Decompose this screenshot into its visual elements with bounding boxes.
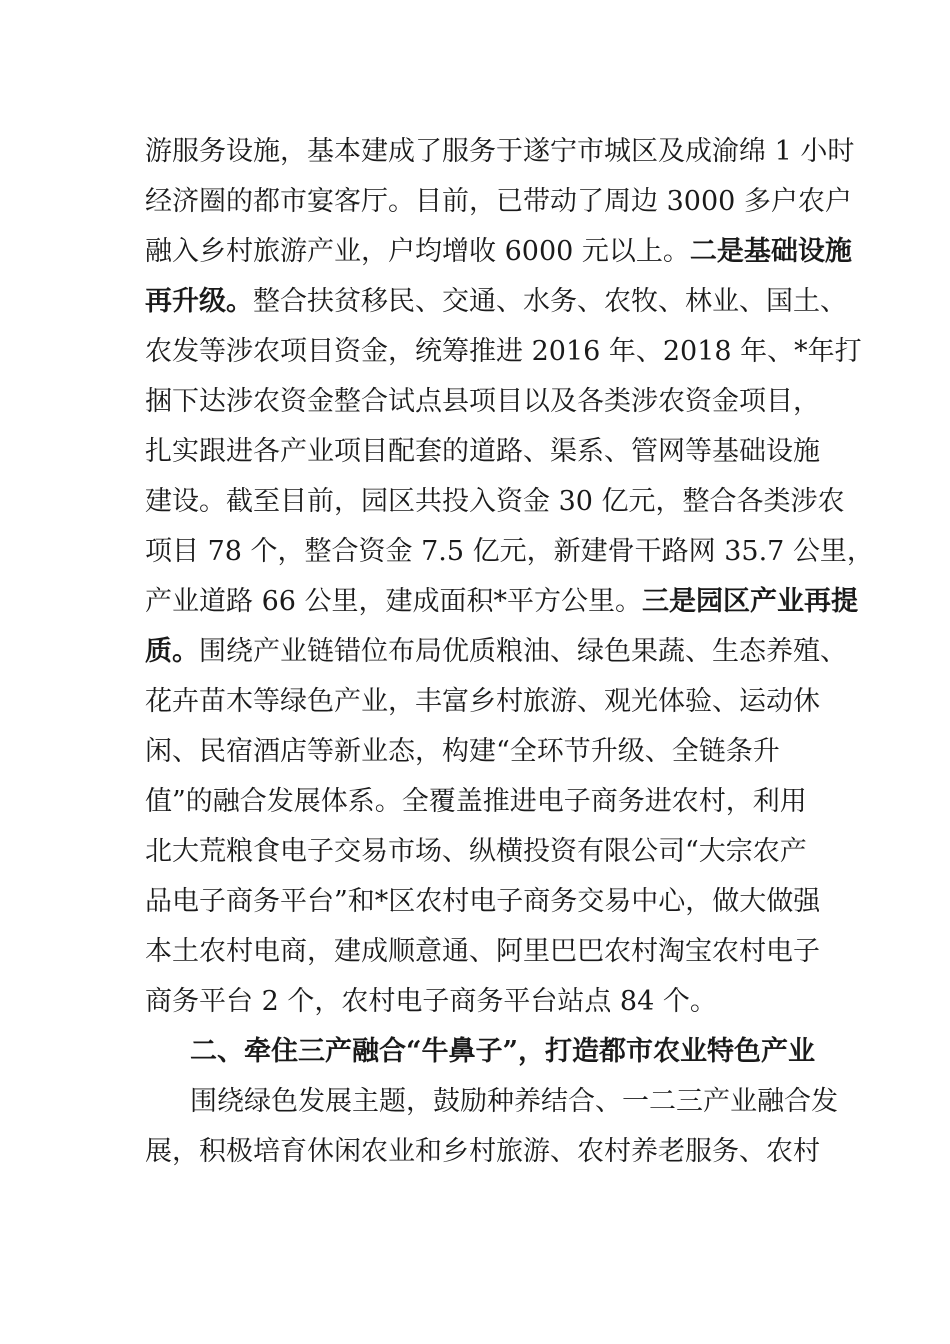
text-run: 整合扶贫移民、交通、水务、农牧、林业、国土、 — [253, 286, 847, 317]
paragraph-line — [145, 527, 874, 577]
bold-lead-in: 再升级。 — [145, 286, 253, 317]
paragraph-line — [145, 827, 807, 877]
paragraph-line — [145, 927, 820, 977]
text-run: 花卉苗木等绿色产业，丰富乡村旅游、观光体验、运动休 — [145, 686, 820, 717]
text-run: 北大荒粮食电子交易市场、纵横投资有限公司“大宗农产 — [145, 836, 807, 867]
paragraph-line — [145, 427, 820, 477]
paragraph-line — [145, 977, 717, 1027]
text-run: 展，积极培育休闲农业和乡村旅游、农村养老服务、农村 — [145, 1136, 820, 1167]
paragraph-line — [145, 627, 847, 677]
bold-lead-in: 三是园区产业再提 — [642, 586, 859, 617]
paragraph-line — [145, 327, 862, 377]
text-run: 农发等涉农项目资金，统筹推进 2016 年、2018 年、*年打 — [145, 336, 862, 367]
text-run: 本土农村电商，建成顺意通、阿里巴巴农村淘宝农村电子 — [145, 936, 820, 967]
text-run: 闲、民宿酒店等新业态，构建“全环节升级、全链条升 — [145, 736, 780, 767]
text-run: 捆下达涉农资金整合试点县项目以及各类涉农资金项目， — [145, 386, 820, 417]
paragraph-line — [145, 227, 852, 277]
paragraph-line — [145, 277, 847, 327]
text-run: 扎实跟进各产业项目配套的道路、渠系、管网等基础设施 — [145, 436, 820, 467]
text-run: 游服务设施，基本建成了服务于遂宁市城区及成渝绵 1 小时 — [145, 136, 855, 167]
text-run: 商务平台 2 个，农村电子商务平台站点 84 个。 — [145, 986, 717, 1017]
section-heading — [190, 1027, 815, 1077]
paragraph-line — [145, 1127, 820, 1177]
text-run: 围绕绿色发展主题，鼓励种养结合、一二三产业融合发 — [190, 1086, 838, 1117]
paragraph-line — [145, 777, 807, 827]
paragraph-line — [145, 877, 820, 927]
text-run: 品电子商务平台”和*区农村电子商务交易中心，做大做强 — [145, 886, 821, 917]
text-run: 围绕产业链错位布局优质粮油、绿色果蔬、生态养殖、 — [199, 636, 847, 667]
text-run: 建设。截至目前，园区共投入资金 30 亿元，整合各类涉农 — [145, 486, 845, 517]
text-run: 项目 78 个，整合资金 7.5 亿元，新建骨干路网 35.7 公里， — [145, 536, 874, 567]
paragraph-line — [145, 177, 852, 227]
paragraph-line — [145, 477, 845, 527]
paragraph-line — [190, 1077, 838, 1127]
paragraph-line — [145, 727, 780, 777]
bold-lead-in: 质。 — [145, 636, 199, 667]
text-run: 融入乡村旅游产业，户均增收 6000 元以上。 — [145, 236, 690, 267]
paragraph-line — [145, 677, 820, 727]
heading-text: 二、牵住三产融合“牛鼻子”，打造都市农业特色产业 — [190, 1036, 816, 1067]
text-run: 经济圈的都市宴客厅。目前，已带动了周边 3000 多户农户 — [145, 186, 852, 217]
text-run: 值”的融合发展体系。全覆盖推进电子商务进农村，利用 — [145, 786, 807, 817]
bold-lead-in: 二是基础设施 — [689, 236, 852, 267]
text-run: 产业道路 66 公里，建成面积*平方公里。 — [145, 586, 643, 617]
paragraph-line — [145, 377, 820, 427]
paragraph-line — [145, 577, 858, 627]
paragraph-line — [145, 127, 854, 177]
